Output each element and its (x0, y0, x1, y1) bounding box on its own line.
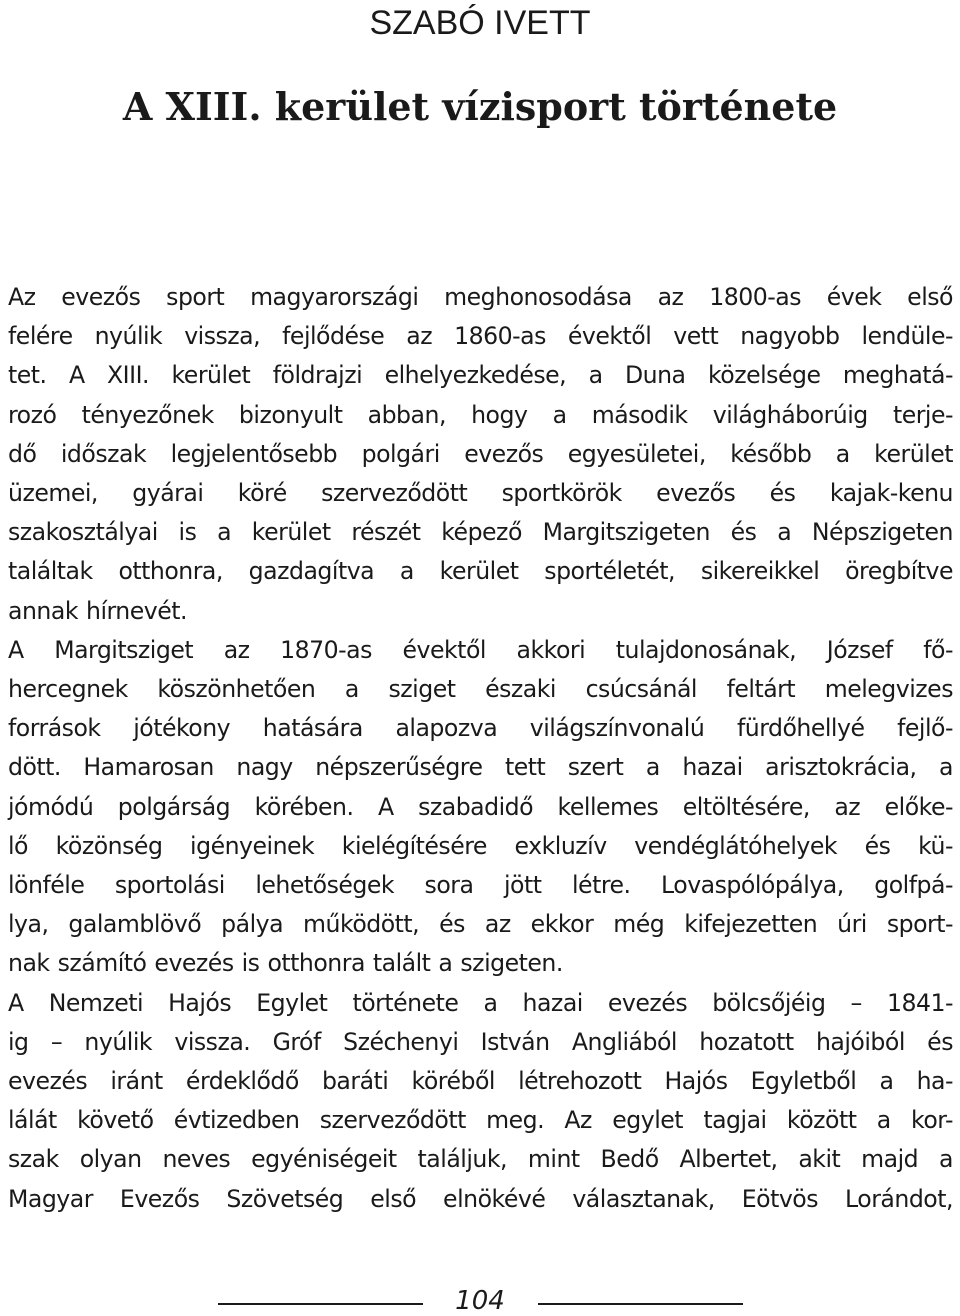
text-line: rozó tényezőnek bizonyult abban, hogy a második világháborúig terje- (8, 400, 953, 429)
author-name: SZABÓ IVETT (369, 4, 591, 42)
text-line: hercegnek köszönhetően a sziget északi csúcsánál feltárt melegvizes (8, 675, 953, 704)
text-line: lő közönség igényeinek kielégítésére exkluzív vendéglátóhelyek és kü- (8, 831, 953, 860)
text-line: találtak otthonra, gazdagítva a kerület sportéletét, sikereikkel öregbítve (8, 557, 953, 586)
page-footer (0, 1284, 960, 1316)
text-line: Az evezős sport magyarországi meghonosodása az 1800-as évek első (8, 283, 953, 311)
text-line: tet. A XIII. kerület földrajzi elhelyezkedése, a Duna közelsége meghatá- (8, 361, 953, 390)
text-line: szakosztályai is a kerület részét képező Margitszigeten és a Népszigeten (8, 518, 953, 547)
text-line: A Nemzeti Hajós Egylet története a hazai evezés bölcsőjéig – 1841- (8, 988, 953, 1017)
text-line: ig – nyúlik vissza. Gróf Széchenyi István Angliából hozatott hajóiból és (8, 1027, 953, 1056)
text-line: nak számító evezés is otthonra talált a szigeten. (8, 949, 563, 978)
page-number: 104 (455, 1286, 505, 1316)
footer-rule-right (538, 1303, 743, 1305)
article-title: A XIII. kerület vízisport története (122, 84, 838, 129)
footer-rule-left (218, 1303, 423, 1305)
article-body (8, 278, 953, 1219)
text-line: dő időszak legjelentősebb polgári evezős egyesületei, később a kerület (8, 439, 953, 468)
text-line: felére nyúlik vissza, fejlődése az 1860-as évektől vett nagyobb lendüle- (8, 322, 953, 351)
text-line: dött. Hamarosan nagy népszerűségre tett szert a hazai arisztokrácia, a (8, 753, 953, 782)
text-line: lya, galamblövő pálya működött, és az ekkor még kifejezetten úri sport- (8, 910, 953, 939)
text-line: lönféle sportolási lehetőségek sora jött létre. Lovaspólópálya, golfpá- (8, 871, 953, 900)
text-line: jómódú polgárság körében. A szabadidő kellemes eltöltésére, az előke- (8, 792, 953, 821)
text-line: lálát követő évtizedben szerveződött meg. Az egylet tagjai között a kor- (8, 1106, 953, 1135)
text-line: A Margitsziget az 1870-as évektől akkori tulajdonosának, József fő- (8, 635, 953, 664)
text-line: evezés iránt érdeklődő baráti köréből létrehozott Hajós Egyletből a ha- (8, 1067, 953, 1096)
text-line: források jótékony hatására alapozva világszínvonalú fürdőhellyé fejlő- (8, 714, 953, 743)
text-line: annak hírnevét. (8, 596, 187, 625)
text-line: Magyar Evezős Szövetség első elnökévé választanak, Eötvös Lorándot, (8, 1184, 953, 1213)
text-line: szak olyan neves egyéniségeit találjuk, mint Bedő Albertet, akit majd a (8, 1145, 953, 1174)
text-line: üzemei, gyárai köré szerveződött sportkörök evezős és kajak-kenu (8, 479, 953, 508)
